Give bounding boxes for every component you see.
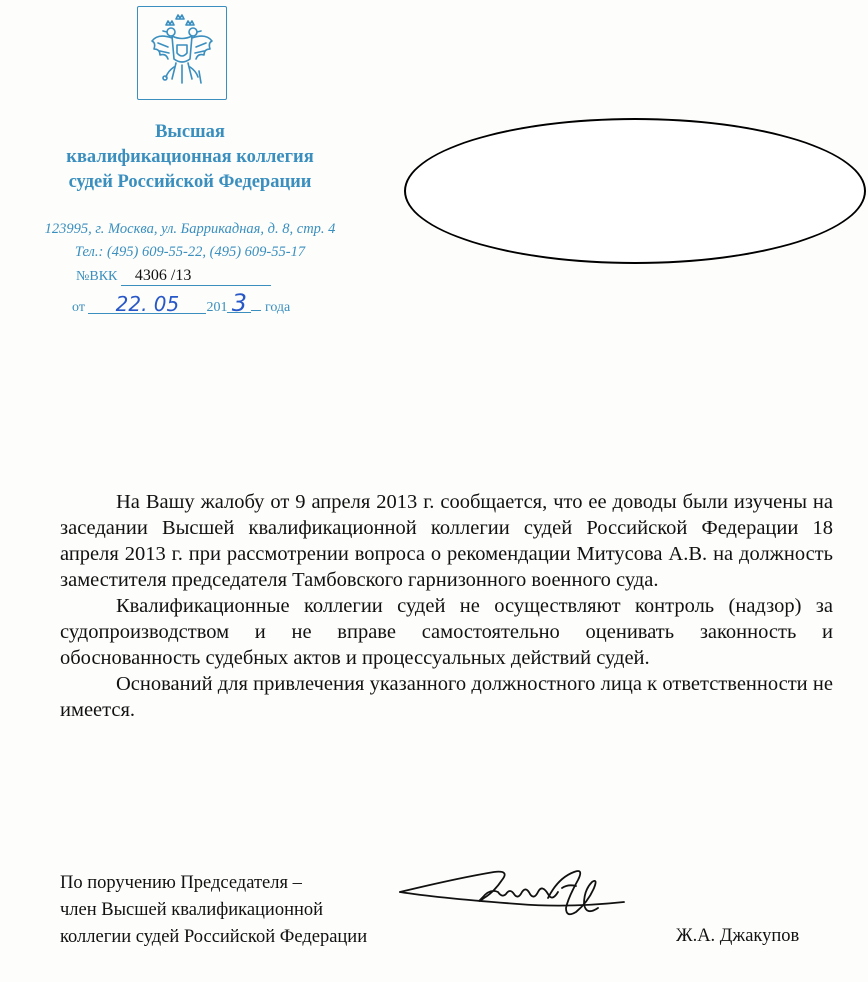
body-paragraph: Оснований для привлечения указанного должностного лица к ответственности не имеется. [60,673,833,721]
org-name-line-2: квалификационная коллегия [66,147,314,167]
date-prefix: от [72,300,85,315]
phone-line: Тел.: (495) 609-55-22, (495) 609-55-17 [74,244,306,260]
date-year-digit: 3 [227,294,251,313]
signatory-title [60,870,367,951]
date-suffix: года [264,300,291,315]
body-paragraph: На Вашу жалобу от 9 апреля 2013 г. сообщается, что ее доводы были изучены на заседании Высшей квалификационной коллегии судей Российской Федерации 18 апреля 2013 г. при рассмотрении вопроса о рекомендации Митусова А.В. на должность заместителя председателя Тамбовского гарнизонного военного суда. [60,491,833,591]
signatory-line-3: коллегии судей Российской Федерации [60,927,368,947]
body-paragraph: Квалификационные коллегии судей не осуществляют контроль (надзор) за судопроизводством и не вправе самостоятельно оценивать законность и обоснованность судебных актов и процессуальных действий судей. [60,595,833,669]
address-line: 123995, г. Москва, ул. Баррикадная, д. 8, стр. 4 [44,221,336,237]
signatory-line-1: По поручению Председателя – [60,873,302,893]
signer-name: Ж.А. Джакупов [676,926,800,946]
registration-number [76,267,271,286]
date-underline-tail [251,310,261,311]
organization-name [10,120,370,195]
signatory-line-2: член Высшей квалификационной [60,900,324,920]
handwritten-signature [398,858,628,928]
redacted-recipient [404,118,866,264]
date-day-month: 22. 05 [88,295,206,314]
reg-number-value: 4306 /13 [121,267,271,286]
org-name-line-1: Высшая [155,122,225,142]
eagle-emblem-icon [138,7,226,99]
date-year-prefix: 201 [206,300,228,315]
letter-date [72,289,291,317]
letter-body [60,489,833,723]
organization-address [0,218,380,264]
state-emblem [137,6,227,100]
org-name-line-3: судей Российской Федерации [68,172,312,192]
reg-prefix: №ВКК [76,269,118,284]
